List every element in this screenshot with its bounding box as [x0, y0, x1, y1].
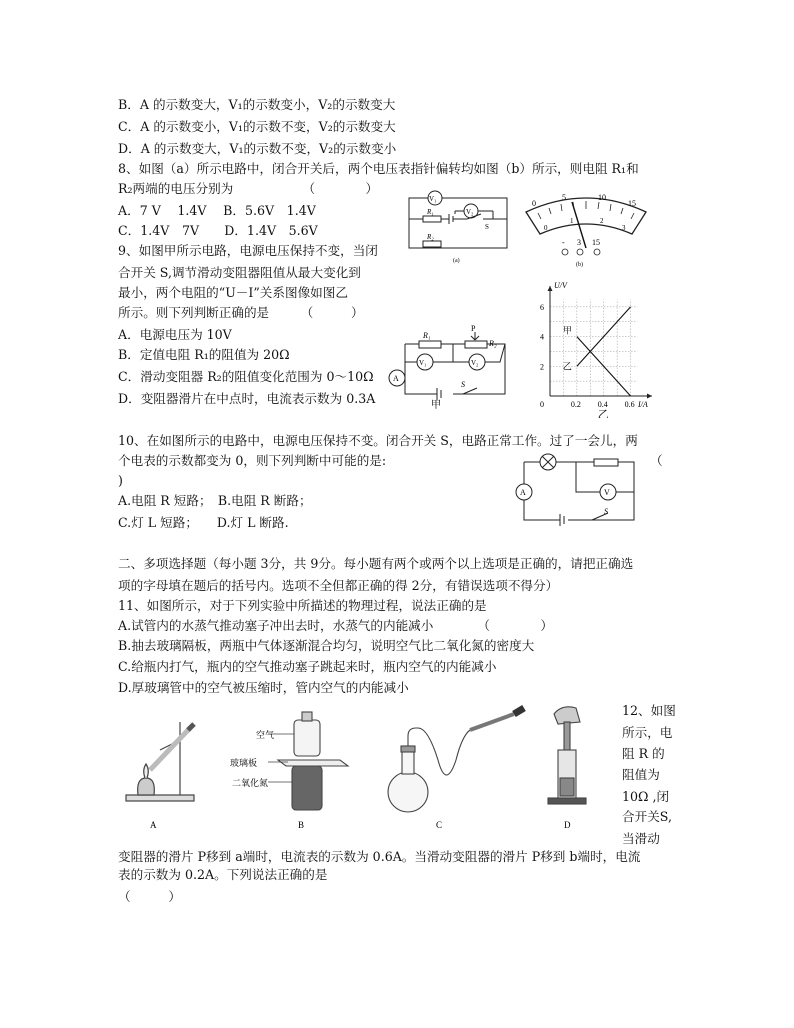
question-11-option-d: D.厚玻璃管中的空气被压缩时，管内空气的内能减小: [118, 680, 409, 695]
fig8-v1-label: V₁: [429, 195, 437, 203]
fig10-ammeter-label: A: [520, 488, 526, 497]
fig9-slider-label: P: [471, 324, 476, 333]
option-c-q7: C．A 的示数变小，V₁的示数不变，V₂的示数变大: [118, 119, 396, 134]
fig9-caption-jia: 甲: [431, 400, 441, 410]
x-axis-label: I/A: [638, 400, 648, 409]
question-12-side-4: 阻值为: [622, 767, 660, 782]
question-9-option-a: A．电源电压为 10V: [118, 327, 232, 342]
chart-labels: [540, 281, 648, 418]
fig8-scale-top-15: 15: [628, 199, 636, 208]
question-11-option-b: B.抽去玻璃隔板，两瓶中气体逐渐混合均匀，说明空气比二氧化氮的密度大: [118, 638, 535, 653]
question-10-paren-close: ): [118, 473, 123, 488]
question-8-stem-2: R₂两端的电压分别为 （ ）: [118, 181, 379, 196]
x-axis-arrow: [647, 394, 652, 399]
fig8-switch-label: S: [485, 223, 489, 231]
fig8-caption-b: (b): [576, 262, 583, 268]
x-tick-label: 0.2: [570, 400, 581, 409]
question-12-stem-2: 表的示数为 0.2A。下列说法正确的是: [118, 867, 328, 882]
question-11-option-c: C.给瓶内打气，瓶内的空气推动塞子跳起来时，瓶内空气的内能减小: [118, 659, 497, 674]
question-9-option-c: C．滑动变阻器 R₂的阻值变化范围为 0～10Ω: [118, 369, 374, 384]
fig8-scale-top-0: 0: [532, 199, 536, 208]
y-axis-arrow: [548, 286, 553, 291]
question-12-side-3: 阻 R 的: [622, 746, 665, 761]
y-tick-label: 4: [540, 332, 544, 342]
x-tick-label: 0.4: [597, 400, 608, 409]
figure-10-circuit: [512, 450, 642, 530]
question-9-stem: 9、如图甲所示电路，电源电压保持不变，当闭: [118, 243, 378, 258]
fig11-label-glass: 玻璃板: [230, 758, 258, 768]
question-9-stem-4: 所示。则下列判断正确的是 （ ）: [118, 305, 364, 320]
question-12-answer-paren: （ ）: [118, 889, 181, 904]
question-10-options-ab: A.电阻 R 短路； B.电阻 R 断路；: [118, 493, 312, 508]
question-8-options-ab: A．7 V 1.4V B．5.6V 1.4V: [118, 203, 316, 218]
figure-8b-voltmeter-dial: [522, 190, 650, 270]
experiment-d-compression-tube: [548, 707, 586, 804]
fig8-scale-top-10: 10: [598, 193, 606, 202]
figure-8a-circuit: [405, 186, 515, 266]
fig9-v1-label: V₁: [419, 359, 427, 367]
experiment-a-test-tube: [126, 722, 194, 801]
y-tick-label: 6: [540, 302, 544, 312]
fig11-label-air: 空气: [256, 730, 275, 740]
question-8-options-cd: C．1.4V 7V D．1.4V 5.6V: [118, 223, 318, 238]
fig8-r1-label: R₁: [427, 208, 434, 216]
question-10-stem-2: 个电表的示数都变为 0，则下列判断中可能的是:: [118, 453, 387, 468]
question-10-stem: 10、在如图所示的电路中，电源电压保持不变。闭合开关 S，电路正常工作。过了一会儿，两: [118, 433, 638, 448]
experiment-b-gas-bottles: [268, 712, 348, 810]
question-9-stem-3: 最小，两个电阻的“U－I”关系图像如图乙: [118, 285, 348, 300]
fig8-scale-bottom-0: 0: [544, 224, 548, 232]
x-tick-label: 0.6: [624, 400, 635, 409]
question-10-paren-open: （: [650, 453, 663, 468]
question-9-option-b: B．定值电阻 R₁的阻值为 20Ω: [118, 347, 290, 362]
fig8-caption-a: (a): [453, 258, 460, 264]
fig9-ammeter-label: A: [393, 374, 399, 383]
fig8-terminal-3: 3: [577, 238, 581, 247]
series-label-0: 甲: [562, 325, 572, 336]
fig8-scale-bottom-3: 3: [622, 224, 626, 232]
fig11-caption-d: D: [564, 820, 571, 830]
question-10-options-cd: C.灯 L 短路； D.灯 L 断路.: [118, 515, 289, 530]
question-11-stem: 11、如图所示，对于下列实验中所描述的物理过程，说法正确的是: [118, 598, 487, 613]
question-9-option-d: D．变阻器滑片在中点时，电流表示数为 0.3A: [118, 391, 376, 406]
fig9-r1-label: R₁: [423, 331, 431, 340]
y-axis-label: U/V: [554, 281, 567, 290]
figure-11-experiments: [118, 700, 620, 840]
fig10-voltmeter-label: V: [604, 488, 610, 497]
fig11-label-no2: 二氧化氮: [232, 778, 269, 788]
option-b-q7: B．A 的示数变大，V₁的示数变小，V₂的示数变大: [118, 97, 396, 112]
question-11-option-a: A.试管内的水蒸气推动塞子冲出去时，水蒸气的内能减小 （ ）: [118, 618, 553, 633]
fig11-caption-c: C: [436, 820, 443, 830]
figure-9-circuit: [385, 322, 525, 410]
fig11-caption-b: B: [298, 820, 305, 830]
question-12-side-6: 合开关S,: [622, 809, 672, 824]
question-9-stem-2: 合开关 S,调节滑动变阻器阻值从最大变化到: [118, 265, 361, 280]
question-12-side-5: 10Ω ,闭: [622, 789, 670, 804]
fig8-r2-label: R₂: [427, 233, 434, 241]
question-8-stem: 8、如图（a）所示电路中，闭合开关后，两个电压表指针偏转均如图（b）所示，则电阻 R₁和: [118, 161, 639, 176]
fig8-v2-label: V₂: [466, 208, 474, 216]
section-2-heading: 二、多项选择题（每小题 3分，共 9分。每小题有两个或两个以上选项是正确的，请把正确选: [118, 556, 634, 571]
fig8-terminal-minus: -: [562, 238, 565, 247]
fig8-scale-top-5: 5: [562, 193, 566, 202]
y-tick-label: 2: [540, 362, 544, 372]
question-12-side-2: 所示，电: [622, 725, 673, 740]
graph-caption-yi: 乙: [597, 409, 609, 418]
fig8-scale-bottom-1: 1: [570, 217, 574, 225]
question-12-side-7: 当滑动: [622, 831, 660, 846]
fig9-switch-label: S: [461, 380, 465, 389]
series-label-1: 乙: [562, 361, 572, 372]
fig10-switch-label: S: [604, 507, 608, 516]
fig11-caption-a: A: [150, 820, 157, 830]
fig9-v2-label: V₂: [471, 359, 479, 367]
question-12-side-1: 12、如图: [622, 703, 676, 718]
experiment-c-flask-pump: [388, 708, 524, 812]
fig8-terminal-15: 15: [592, 238, 600, 247]
question-12-stem: 变阻器的滑片 P移到 a端时，电流表的示数为 0.6A。当滑动变阻器的滑片 P移到 b端时，电流: [118, 849, 641, 864]
chart-axes: [548, 286, 653, 399]
fig9-r2-label: R₂: [489, 339, 497, 348]
figure-9-ui-graph: [522, 278, 662, 418]
option-d-q7: D．A 的示数变大，V₁的示数不变，V₂的示数变小: [118, 141, 397, 156]
fig8-scale-bottom-2: 2: [600, 217, 604, 225]
origin-label: 0: [540, 400, 544, 409]
section-2-heading-2: 项的字母填在题后的括号内。选项不全但都正确的得 2分，有错误选项不得分）: [118, 578, 559, 593]
